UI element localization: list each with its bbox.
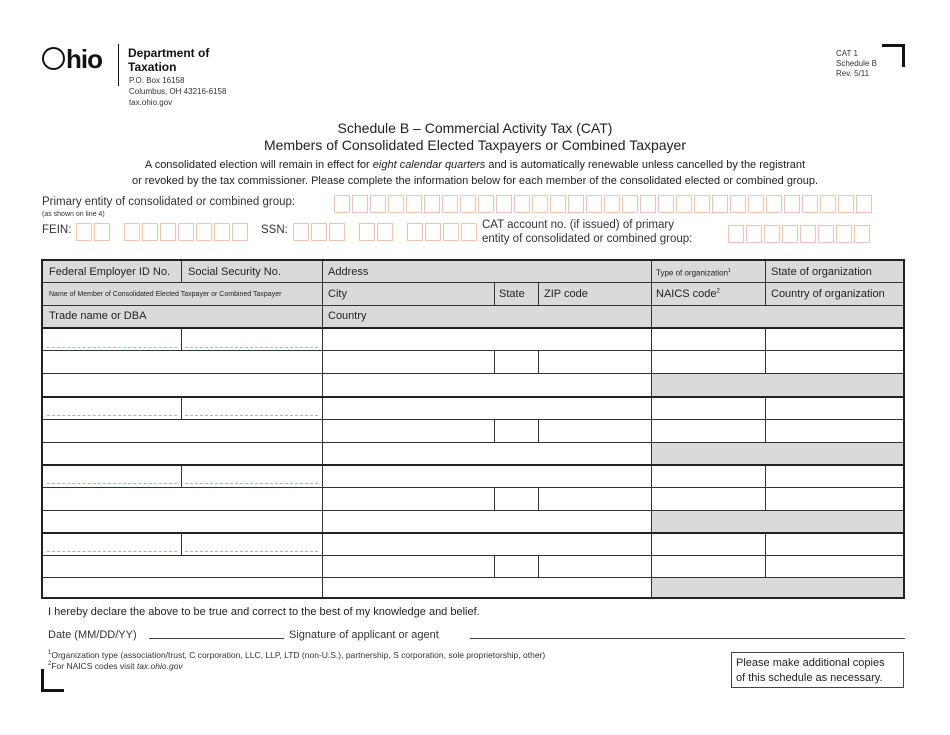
note-line2: of this schedule as necessary.	[736, 672, 883, 684]
footnote-2-text: For NAICS codes visit	[51, 661, 137, 671]
form-number: CAT 1	[836, 49, 858, 58]
dept-line2: Taxation	[128, 60, 177, 74]
date-input-line[interactable]	[149, 638, 284, 639]
col-city: City	[328, 288, 347, 300]
col-zip: ZIP code	[544, 288, 588, 300]
col-org-type-label: Type of organization	[656, 268, 729, 278]
ohio-logo-o-mark	[42, 47, 65, 70]
fein-label: FEIN:	[42, 224, 72, 236]
members-table	[41, 259, 905, 599]
date-label: Date (MM/DD/YY)	[48, 629, 137, 641]
primary-entity-input[interactable]	[334, 195, 874, 213]
primary-entity-note: (as shown on line 4)	[42, 211, 105, 218]
address-line: P.O. Box 16158	[129, 76, 185, 85]
dept-line1: Department of	[128, 46, 210, 60]
col-country: Country	[328, 310, 367, 322]
col-ssn: Social Security No.	[188, 266, 281, 278]
ssn-label: SSN:	[261, 224, 288, 236]
department-address	[129, 75, 226, 108]
ohio-logo	[42, 44, 102, 75]
footnote-ref: 2	[716, 288, 720, 295]
intro-text: A consolidated election will remain in effect for	[144, 159, 373, 171]
cat-label-line2: entity of consolidated or combined group:	[482, 233, 693, 245]
footnote-2	[48, 661, 183, 671]
cat-account-input[interactable]	[728, 225, 872, 243]
fein-input[interactable]	[76, 223, 250, 241]
col-state-org: State of organization	[771, 266, 872, 278]
col-naics	[656, 288, 720, 300]
col-org-type	[656, 268, 731, 278]
form-revision: Rev. 5/11	[836, 69, 870, 78]
col-country-org: Country of organization	[771, 288, 885, 300]
corner-mark-top-right	[882, 44, 905, 67]
col-state: State	[499, 288, 525, 300]
logo-text: hio	[66, 44, 102, 74]
intro-text-line2: or revoked by the tax commissioner. Please complete the information below for each member of the consolidated elected or combined group.	[131, 175, 819, 187]
intro-emphasis: eight calendar quarters	[372, 159, 486, 171]
col-member-name: Name of Member of Consolidated Elected Taxpayer or Combined Taxpayer	[49, 291, 282, 298]
col-naics-label: NAICS code	[656, 288, 717, 300]
note-line1: Please make additional copies	[736, 657, 885, 669]
form-id	[836, 49, 877, 79]
ssn-input[interactable]	[293, 223, 479, 241]
cat-account-label	[482, 218, 692, 246]
signature-label: Signature of applicant or agent	[289, 629, 439, 641]
copies-note	[731, 652, 904, 688]
col-address: Address	[328, 266, 369, 278]
address-line: Columbus, OH 43216-6158	[129, 87, 227, 96]
corner-mark-bottom-left	[41, 669, 64, 692]
intro-text: and is automatically renewable unless cancelled by the registrant	[485, 159, 806, 171]
form-schedule: Schedule B	[836, 59, 877, 68]
logo-divider	[118, 44, 119, 86]
footnote-number: 2	[48, 661, 52, 668]
col-fein: Federal Employer ID No.	[49, 266, 171, 278]
col-trade-name: Trade name or DBA	[49, 310, 147, 322]
footnote-number: 1	[48, 650, 52, 657]
address-website: tax.ohio.gov	[129, 98, 173, 107]
primary-entity-label: Primary entity of consolidated or combined group:	[42, 196, 296, 208]
declaration-text: I hereby declare the above to be true and correct to the best of my knowledge and belief.	[48, 606, 480, 618]
form-title: Schedule B – Commercial Activity Tax (CAT)	[337, 120, 613, 136]
footnote-ref: 1	[728, 268, 731, 274]
intro-text-line1	[0, 157, 950, 173]
footnote-1	[48, 650, 545, 660]
footnote-2-link: tax.ohio.gov	[136, 661, 183, 671]
signature-input-line[interactable]	[470, 638, 905, 639]
cat-label-line1: CAT account no. (if issued) of primary	[482, 219, 674, 231]
form-subtitle: Members of Consolidated Elected Taxpayers or Combined Taxpayer	[263, 137, 687, 153]
footnote-1-text: Organization type (association/trust, C corporation, LLC, LLP, LTD (non-U.S.), partnership, S corporation, sole proprietorship, other)	[51, 650, 546, 660]
department-name	[128, 46, 209, 74]
